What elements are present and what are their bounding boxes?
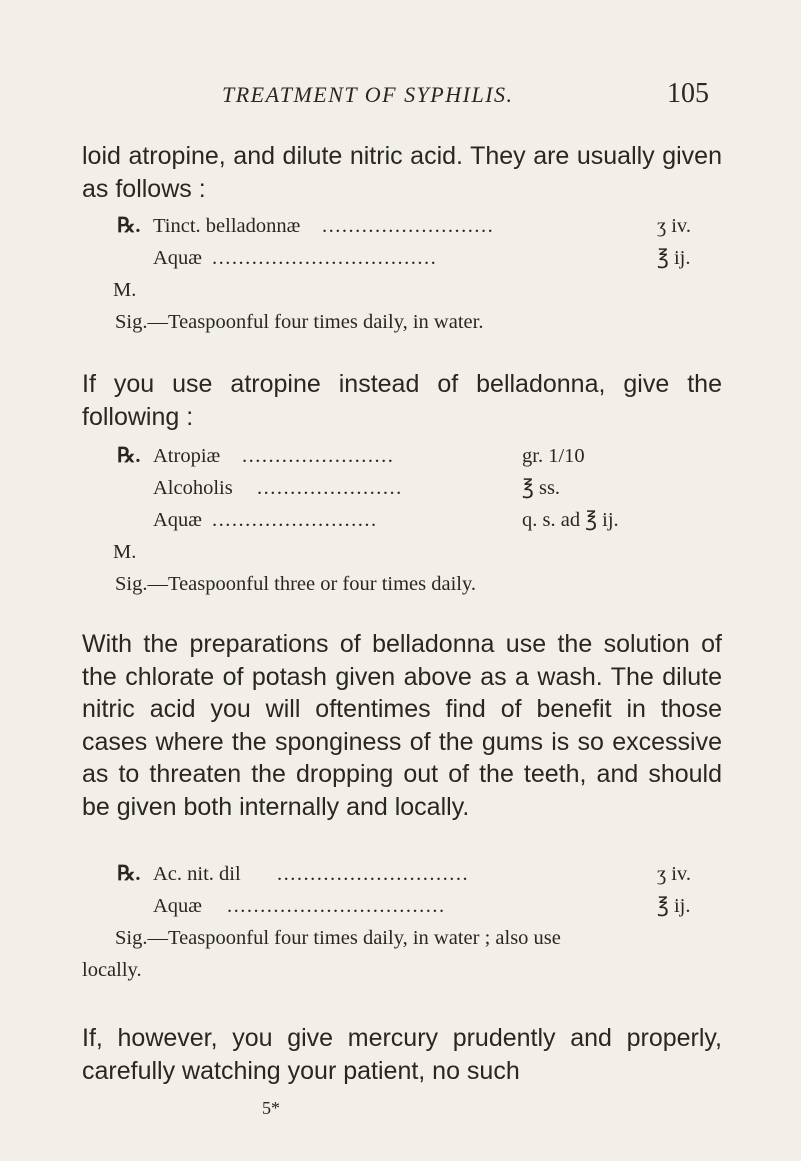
ingredient-quantity: ℥ ij. — [657, 247, 691, 269]
ingredient-quantity: gr. 1/10 — [522, 445, 585, 467]
ingredient-name: Alcoholis — [153, 477, 233, 499]
sig-instruction: Sig.—Teaspoonful four times daily, in water ; also use — [115, 927, 561, 949]
paragraph-preparations: With the preparations of belladonna use the solution of the chlorate of potash given above as a wash. The dilute nitric acid you will oftentimes find of benefit in those cases where the sponginess of the gums is so excessive as to threaten the dropping out of the teeth, and should be given both internally and locally. — [82, 630, 722, 821]
paragraph-intro: loid atropine, and dilute nitric acid. They are usually given as follows : — [82, 142, 722, 203]
ingredient-name: Aquæ — [153, 895, 202, 917]
paragraph-mercury: If, however, you give mercury prudently and properly, carefully watching your patient, no such — [82, 1024, 722, 1085]
rx-symbol: ℞. — [117, 215, 141, 237]
ingredient-quantity: q. s. ad ℥ ij. — [522, 509, 619, 531]
ingredient-name: Aquæ — [153, 247, 202, 269]
prescription-nitric-acid: ℞. Ac. nit. dil ............................. ʒ iv. Aquæ ................................. ℥ ij. Sig.—Teaspoonful four times daily, in water ; also use — [117, 858, 717, 954]
running-title: TREATMENT OF SYPHILIS. — [222, 82, 514, 107]
ingredient-name: Aquæ — [153, 509, 202, 531]
ingredient-quantity: ʒ iv. — [657, 863, 691, 885]
sig-instruction-continued: locally. — [82, 959, 142, 981]
prescription-atropine: ℞. Atropiæ ....................... gr. 1/10 Alcoholis ...................... ℥ ss. Aquæ ......................... q. s. ad ℥ ij. M. Sig.—Teaspoonful three or four times daily. — [117, 440, 717, 600]
ingredient-name: Atropiæ — [153, 445, 221, 467]
mix-instruction: M. — [113, 279, 137, 301]
page-number: 105 — [667, 78, 709, 109]
prescription-belladonna: ℞. Tinct. belladonnæ .......................... ʒ iv. Aquæ .................................. ℥ ij. M. Sig.—Teaspoonful four times daily, in water. — [117, 210, 717, 338]
mix-instruction: M. — [113, 541, 137, 563]
page-header — [0, 78, 801, 122]
sig-instruction: Sig.—Teaspoonful three or four times daily. — [115, 573, 477, 595]
rx-symbol: ℞. — [117, 863, 141, 885]
sig-instruction: Sig.—Teaspoonful four times daily, in water. — [115, 311, 484, 333]
ingredient-quantity: ʒ iv. — [657, 215, 691, 237]
rx-symbol: ℞. — [117, 445, 141, 467]
ingredient-quantity: ℥ ss. — [522, 477, 561, 499]
ingredient-name: Tinct. belladonnæ — [153, 215, 301, 237]
ingredient-name: Ac. nit. dil — [153, 863, 241, 885]
paragraph-atropine: If you use atropine instead of belladonna, give the following : — [82, 370, 722, 431]
signature-mark: 5* — [262, 1098, 280, 1118]
ingredient-quantity: ℥ ij. — [657, 895, 691, 917]
